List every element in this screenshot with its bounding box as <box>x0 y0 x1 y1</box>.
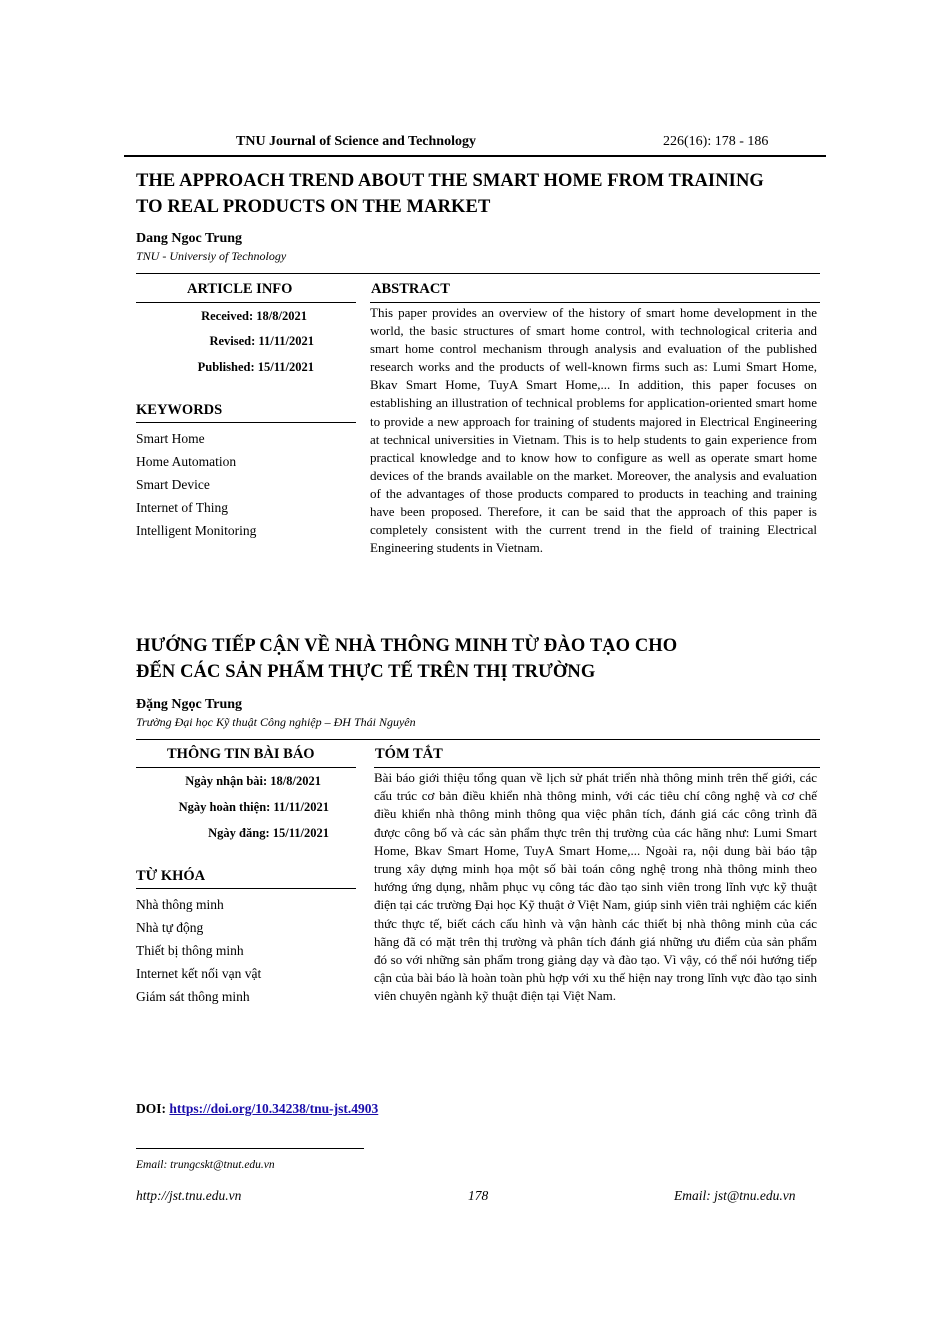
abstract-heading: ABSTRACT <box>371 281 450 297</box>
footer-email: Email: jst@tnu.edu.vn <box>674 1188 796 1203</box>
keywords-list-en <box>136 427 256 542</box>
keyword: Home Automation <box>136 454 237 469</box>
keyword: Giám sát thông minh <box>136 989 250 1004</box>
keyword: Nhà thông minh <box>136 897 224 912</box>
keyword: Internet of Thing <box>136 500 228 515</box>
keywords-heading: TỪ KHÓA <box>136 868 206 884</box>
footnote-email: Email: trungcskt@tnut.edu.vn <box>136 1159 275 1171</box>
footer-url[interactable]: http://jst.tnu.edu.vn <box>136 1188 242 1203</box>
title-line-1: THE APPROACH TREND ABOUT THE SMART HOME FROM TRAINING <box>136 171 764 191</box>
article-info-heading: ARTICLE INFO <box>187 281 293 297</box>
author-vn: Đặng Ngọc Trung <box>136 697 243 712</box>
received-date: Ngày nhận bài: 18/8/2021 <box>185 774 321 788</box>
doi-link[interactable]: https://doi.org/10.34238/tnu-jst.4903 <box>169 1101 379 1116</box>
info-rule <box>136 302 356 303</box>
keywords-rule <box>136 888 356 889</box>
published-date: Published: 15/11/2021 <box>197 360 314 374</box>
article-info-heading: THÔNG TIN BÀI BÁO <box>167 746 315 762</box>
keyword: Intelligent Monitoring <box>136 523 257 538</box>
journal-name: TNU Journal of Science and Technology <box>236 134 476 149</box>
header-rule <box>124 155 826 157</box>
abstract-rule <box>370 302 820 303</box>
keyword: Thiết bị thông minh <box>136 943 244 958</box>
keyword: Smart Device <box>136 477 210 492</box>
affiliation-vn: Trường Đại học Kỹ thuật Công nghiệp – ĐH Thái Nguyên <box>136 715 416 729</box>
doi-line <box>136 1101 378 1117</box>
keyword: Smart Home <box>136 431 205 446</box>
title-line-2: TO REAL PRODUCTS ON THE MARKET <box>136 197 491 217</box>
published-date: Ngày đăng: 15/11/2021 <box>208 826 329 840</box>
keywords-heading: KEYWORDS <box>136 402 223 418</box>
section-rule <box>136 273 820 274</box>
received-date: Received: 18/8/2021 <box>201 309 307 323</box>
volume-pages: 226(16): 178 - 186 <box>663 134 769 149</box>
keyword: Internet kết nối vạn vật <box>136 966 262 981</box>
keywords-list-vn <box>136 893 261 1008</box>
abstract-heading: TÓM TẮT <box>375 746 443 762</box>
title-line-2: ĐẾN CÁC SẢN PHẨM THỰC TẾ TRÊN THỊ TRƯỜNG <box>136 662 596 682</box>
title-line-1: HƯỚNG TIẾP CẬN VỀ NHÀ THÔNG MINH TỪ ĐÀO TẠO CHO <box>136 636 678 656</box>
abstract-text-vn: Bài báo giới thiệu tổng quan về lịch sử phát triển nhà thông minh trên thế giới, các cấu trúc cơ bản điều khiển nhà thông minh, với các tiêu chí công nghệ và cơ chế điều khiển nhà thông minh thông qua việc phân tích, đánh giá các công trình đã được công bố và các sản phẩm thực trên thị trường của các hãng như: Lumi Smart Home, Bkav Smart Home, TuyA Smart Home,... Ngoài ra, nội dung bài báo tập trung xây dựng minh họa một số bài toán công nghệ trong nhà thông minh theo hướng ứng dụng, nhằm phục vụ công tác đào tạo sinh viên trong lĩnh vực kỹ thuật điện tại các trường Đại học Kỹ thuật ở Việt Nam, giúp sinh viên trải nghiệm các kiến thức thực tế, biết cách cấu hình và vận hành các thiết bị nhà thông minh của các hãng đã có mặt trên thị trường và phân tích đánh giá những ưu điểm của sản phẩm đó so với những sản phẩm trong giảng dạy và đào tạo. Vì vậy, có thể nói hướng tiếp cận của bài báo là hoàn toàn phù hợp với xu thế hiện nay trong lĩnh vực đào tạo sinh viên chuyên ngành kỹ thuật điện tại Việt Nam. <box>374 770 817 1004</box>
section-rule <box>136 739 820 740</box>
abstract-text-en: This paper provides an overview of the history of smart home development in the world, the basic structures of smart home control, with technological criteria and smart home control mechanism through analysis and evaluation of the published research works and the products of well-known firms such as: Lumi Smart Home, Bkav Smart Home, TuyA Smart Home,... In addition, this paper focuses on establishing an illustration of technical problems for application-oriented smart home to provide a new approach for training of students majored in Electrical Engineering at technical universities in Vietnam. This is to help students to gain experience from practical knowledge and to know how to configure as well as operate smart home devices of the brands available on the market. Moreover, the analysis and evaluation of the advantages of those products compared to products in teaching and training have been proposed. Therefore, it can be said that the approach of this paper is completely consistent with the current trend in the field of training Electrical Engineering students in Vietnam. <box>370 305 817 556</box>
paper-title-en <box>136 168 764 220</box>
revised-date: Ngày hoàn thiện: 11/11/2021 <box>178 800 329 814</box>
affiliation-en: TNU - Universiy of Technology <box>136 249 287 263</box>
author-en: Dang Ngoc Trung <box>136 231 243 246</box>
keywords-rule <box>136 422 356 423</box>
doi-label: DOI: <box>136 1101 170 1116</box>
abstract-rule <box>374 767 820 768</box>
page-number: 178 <box>468 1188 489 1203</box>
footnote-rule <box>136 1148 364 1149</box>
info-rule <box>136 767 356 768</box>
revised-date: Revised: 11/11/2021 <box>209 334 314 348</box>
paper-title-vn <box>136 633 677 685</box>
keyword: Nhà tự động <box>136 920 204 935</box>
